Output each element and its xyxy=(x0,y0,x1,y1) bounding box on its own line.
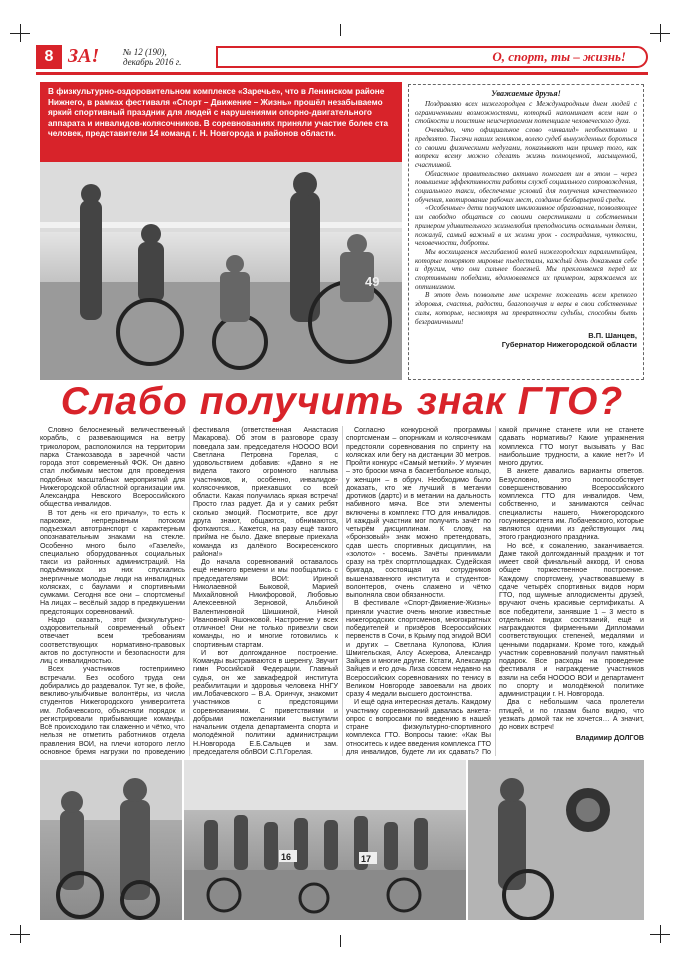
signature-title: Губернатор Нижегородской области xyxy=(501,340,637,350)
page-number: 8 xyxy=(36,45,62,69)
article-author: Владимир ДОЛГОВ xyxy=(575,734,644,743)
article-paragraph: В анкете давались варианты ответов. Безусловно, это поспособствует совершенствованию Всероссийского комплекса ГТО для инвалидов. Чем, собственно, и занимаются сейчас специалисты нашего, Нижегородского госуниверситета им. Лобачевского, которые являются одними из действующих лиц этого грандиозного праздника. xyxy=(499,467,644,542)
article-paragraph: Словно белоснежный величественный корабль, с развевающимся на ветру триколором, расположился на территории парка Станкозавода в заречной части города этот современный ФОК. Он давно стал любимым местом для проведения подобных масштабных мероприятий для Нижегородской областной организации им. Александра Невского Всероссийского общества инвалидов. xyxy=(40,426,185,509)
crop-mark xyxy=(10,33,30,34)
greeting-title: Уважаемые друзья! xyxy=(491,89,561,98)
article-paragraph: Но всё, к сожалению, заканчивается. Даже такой долгожданный праздник и тот имеет свой финальный аккорд. И снова общее торжественное построение. Каждому спортсмену, участвовавшему в сдаче четырёх спортивных видов норм ГТО, под шумные аплодисменты друзей, вручают очень красивые сертификаты. А все победители, занявшие 1 – 3 место в отдельных видах состязаний, ещё и награждаются фирменными Дипломами соответствующих степеней, медалями и ценными подарками. Кроме того, каждый участник соревнований получил памятный подарок. Все расходы на проведение фестиваля и награждение участников взяли на себя НОООО ВОИ и департамент по спорту и молодёжной политике администрации г. Н. Новгорода. xyxy=(499,541,644,698)
bib-number: 16 xyxy=(281,852,292,862)
article-body xyxy=(40,426,644,756)
article-paragraph: В тот день «к его причалу», то есть к парковке, непрерывным потоком подъезжал автотранспорт с характерным опознавательным знаками на стекле. Особенно много было «Газелей», специально оборудованных социальных такси из районных администраций. На подъёмниках из них спускались энергичные молодые люди на инвалидных колясках, с баулами и спортивными сумками. Сегодня все они – спортсмены! На лицах – весёлый задор в предвкушении предстоящих соревнований. xyxy=(40,508,185,616)
article-paragraph: Надо сказать, этот физкультурно-оздоровительный современный объект отвечает всем требованиям соответствующих нормативно-правовых актов по доступности и безопасности для лиц с инвалидностью. xyxy=(40,615,185,665)
crop-mark xyxy=(340,24,341,36)
bib-number: 17 xyxy=(361,854,372,864)
issue-info xyxy=(123,47,181,67)
crop-mark xyxy=(650,934,670,935)
lead-paragraph: В физкультурно-оздоровительном комплексе «Заречье», что в Ленинском районе Нижнего, в рамках фестиваля «Спорт – Движение – Жизнь» прошёл незабываемо яркий спортивный праздник для людей с нарушениями опорно-двигательного аппарата и инвалидов-колясочников. В соревнованиях приняли участие более ста человек, представители 14 команд г. Н. Новгорода и районов области. xyxy=(40,82,402,162)
governor-greeting xyxy=(408,84,644,380)
section-slogan: О, спорт, ты – жизнь! xyxy=(216,46,648,68)
crop-mark xyxy=(650,33,670,34)
issue-date: декабрь 2016 г. xyxy=(123,57,182,67)
bib-number: 49 xyxy=(365,274,380,289)
greeting-paragraph: Областное правительство активно помогает им в этом – через повышение эффективности работы служб социального сопровождения, социального такси, обеспечение условий для получения качественного обучения, квотирование рабочих мест, создание безбарьерной среды. xyxy=(415,169,637,204)
photo-lineup xyxy=(184,760,466,920)
article-paragraph: Согласно конкурсной программы спортсменам – опорникам и колясочникам предстояли соревнования по спринту на колясках или бегу на дистанции 30 метров. Пройти конкурс «Самый меткий». У мужчин – это броски мяча в баскетбольное кольцо, у женщин – в обруч. Необходимо было доказать, кто же лучший в метании дротиков (дартс) и в метании на дальность набивного мяча. Все эти элементы включены в комплекс ГТО для инвалидов. И каждый участник мог получить зачёт по четырём дисциплинам. К слову, на «бронзовый» знак можно претендовать, сдав шесть спортивных дисциплин, на «золото» - восемь. Зачёты принимали сразу на трёх спортплощадках. Судейская бригада, состоящая из сотрудников вышеназванного института и студентов-волонтеров, очень слажено и чётко выполняла свои обязанности. xyxy=(346,426,491,599)
issue-number: № 12 (190), xyxy=(123,47,167,57)
greeting-paragraph: Очевидно, что официальное слово «инвалид» необъективно и предвзято. Тысячи наших земляков, волею судеб вынужденных бороться со своими физическими недугами, показывают нам пример того, как вопреки всему можно сделать жизнь полноценной, насыщенной, счастливой. xyxy=(415,126,637,169)
sports-hall-photo xyxy=(40,162,402,380)
header-rule xyxy=(36,72,648,75)
article-headline: Слабо получить знак ГТО? xyxy=(60,380,624,423)
article-paragraph: И ещё одна интересная деталь. Каждому участнику соревнований давалась анкета-опрос с вопросами по введению в нашей стране физкультурно-спортивного комплекса ГТО. Вопросы такие: «Как Вы относитесь к идее введения комплекса ГТО для инвалидов, будете ли их сдавать? По какой причине станете или не станете сдавать нормативы? Какие упражнения комплекса ГТО могут вызывать у Вас наибольшие трудности, а какие нет?» И много других. xyxy=(346,426,644,756)
greeting-paragraph: В этот день позвольте мне искренне пожелать всем крепкого здоровья, счастья, радости, благополучия и веры в свои собственные силы, которые, несмотря на превратности судьбы, способны быть безграничными! xyxy=(415,291,637,326)
page-header xyxy=(36,45,648,71)
signature-name: В.П. Шанцев, xyxy=(588,331,637,341)
article-paragraph: И вот долгожданное построение. Команды выстраиваются в шеренгу. Звучит гимн Российской Федерации. Главный судья, он же завкафедрой института реабилитации и здоровья человека ННГУ им.Лобачевского – В.А. Оринчук, знакомит участников с предстоящими соревнованиями. С приветствиями и добрыми пожеланиями выступили начальник отдела департамента спорта и молодёжной политики администрации Н.Новгорода Е.Б.Сальцев и зам. председателя облВОИ С.П.Горелая. xyxy=(193,648,338,756)
signature xyxy=(415,331,637,349)
article-paragraph: В фестивале «Спорт-Движение-Жизнь» приняли участие очень многие известные нижегородских спортсменов, многократных победителей и призёров Всероссийских первенств в Сочи, в Крыму под эгидой ВОИ и других – Светлана Кулопова, Юлия Шмигельская, Алсу Аскерова, Александр Зайцев и многие другие. Кстати, Александр Зайцев и его дочь Лиза совсем недавно на Всероссийских соревнованиях по тенису в Великом Новгороде завоевали на двоих сразу 4 медали высшего достоинства. xyxy=(346,599,491,698)
article-paragraph: Два с небольшим часа пролетели птицей, и по глазам было видно, что уезжать домой так не хочется… А значит, до нових встреч! xyxy=(499,698,644,731)
award-photo xyxy=(40,760,182,920)
crop-mark xyxy=(10,934,30,935)
article-paragraph: До начала соревнований оставалось ещё немного времени и мы пообщались с председателями ВОИ: Ириной Николаевной Быковой, Марией Михайловной Никифоровой, Любовью Алексеевной Зерновой, Альбиной Валентиновной Шишкиной, Ниной Ивановной Яшонковой. Настроение у всех отличное! Они не только привезли свои команды, но и многие готовились к спортивным стартам. xyxy=(193,558,338,649)
article-paragraph: Всех участников гостеприимно встречали. Без особого труда они добирались до раздевалок. Тут же, в фойе, вежливо-улыбчивые волонтёры, из числа студентов Нижегородского университета им. Лобачевского, объясняли порядок и регистрировали прибывающие команды. Всё происходило так слаженно и чётко, что нельзя не отметить работников отдела правления ВОИ, на плечи которого легло основное бремя нагрузки по проведению фестиваля (ответственная Анастасия Макарова). Об этом в разговоре сразу поведала зам. председателя НОООО ВОИ Светлана Петровна Горелая, с удовольствием добавив: «Давно я не видела такого огромного наплыва участников, и, особенно, инвалидов-колясочников, приехавших со всей области. Какая получилась яркая встреча! Просто глаз радует. Да и у самих ребят сколько эмоций. Посмотрите, все друг друга знают, общаются, обнимаются, фоткаются… Кажется, на разу ещё такого прийма не было. Даже впервые приехала команда из далёкого Воскресенского района!» xyxy=(40,426,338,756)
greeting-paragraph: Поздравляю всех нижегородцев с Международным днем людей с ограниченными возможностями, который напоминает всем нам о стойкости и поистине неисчерпаемом потенциале человеческого духа. xyxy=(415,100,637,126)
newspaper-logo: ЗА! xyxy=(68,45,100,67)
photo-award-ceremony xyxy=(40,760,182,920)
main-photo xyxy=(40,162,402,380)
greeting-paragraph: «Особенные» дети получают инклюзивное образование, позволяющее им свободно общаться со своими сверстниками и собственным примером удивительного жизнелюбия преподносить остальным детям, пожалуй, самый важный в их жизни урок - сострадания, чуткости, человечности, доброты. xyxy=(415,204,637,248)
greeting-paragraph: Мы восхищаемся несгибаемой волей нижегородских паралимпийцев, которые покоряют мировые пьедесталы, каждый день доказывая себе и другим, что они сильнее болезней. Мы преклоняемся перед их спортивными победами, вдохновляемся их примером, заряжаемся их оптимизмом. xyxy=(415,247,637,291)
crop-mark xyxy=(340,935,341,947)
photo-darts xyxy=(468,760,644,920)
darts-photo xyxy=(468,760,644,920)
lineup-photo xyxy=(184,760,466,920)
